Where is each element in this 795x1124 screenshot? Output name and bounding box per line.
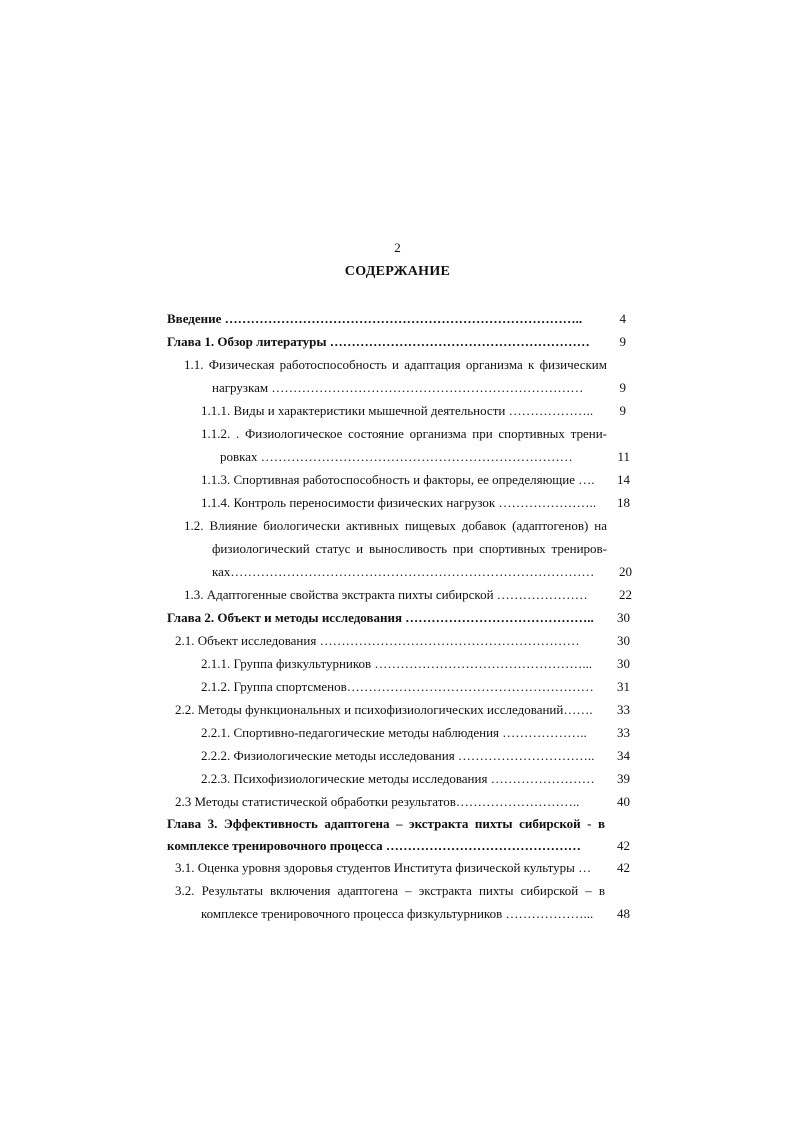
toc-entry-text: 1.3. Адаптогенные свойства экстракта пихты сибирской ………………… <box>184 587 588 602</box>
toc-entry-2-1-2[interactable] <box>201 679 603 695</box>
toc-entry-text: 2.1. Объект исследования …………………………………………………… <box>175 633 580 648</box>
toc-entry-1-3[interactable] <box>184 587 604 603</box>
toc-entry-text: 3.1. Оценка уровня здоровья студентов Института физической культуры … <box>175 860 592 875</box>
toc-entry-1-2-cont2[interactable] <box>212 564 607 580</box>
toc-entry-1-1-1[interactable] <box>201 403 601 419</box>
toc-entry-text: 1.1.3. Спортивная работоспособность и факторы, ее определяющие …. <box>201 472 595 487</box>
toc-entry-3-1[interactable] <box>175 860 605 876</box>
toc-title: СОДЕРЖАНИЕ <box>344 264 451 279</box>
toc-entry-2-2[interactable] <box>175 702 605 718</box>
toc-entry-page: 20 <box>619 564 632 579</box>
toc-entry-text: Глава 1. Обзор литературы …………………………………………………… <box>167 334 590 349</box>
toc-entry-chapter-2[interactable] <box>167 610 607 626</box>
toc-entry-text: нагрузкам ……………………………………………………………… <box>212 380 584 395</box>
toc-entry-2-2-3[interactable] <box>201 771 603 787</box>
toc-entry-1-1-4[interactable] <box>201 495 603 511</box>
toc-entry-text: 2.2.3. Психофизиологические методы исследования …………………… <box>201 771 595 786</box>
toc-entry-page: 9 <box>619 403 626 418</box>
toc-entry-chapter-3[interactable]: Глава 3. Эффективность адаптогена – экстракта пихты сибирской - в <box>167 816 605 831</box>
toc-entry-1-1-cont[interactable] <box>212 380 602 396</box>
toc-entry-page: 30 <box>617 633 630 648</box>
toc-entry-2-3[interactable] <box>175 794 605 810</box>
toc-entry-text: Введение ……………………………………………………………………….. <box>167 311 583 326</box>
toc-entry-text: 2.1.2. Группа спортсменов………………………………………………… <box>201 679 594 694</box>
toc-entry-2-1-1[interactable] <box>201 656 603 672</box>
toc-entry-page: 34 <box>617 748 630 763</box>
toc-entry-text: 2.2.1. Спортивно-педагогические методы наблюдения ……………….. <box>201 725 587 740</box>
toc-entry-1-1[interactable]: 1.1. Физическая работоспособность и адаптация организма к физическим <box>184 357 607 372</box>
page-number: 2 <box>394 240 401 255</box>
toc-entry-page: 30 <box>617 610 630 625</box>
toc-entry-3-2-cont[interactable] <box>201 906 603 922</box>
toc-entry-1-2-cont[interactable]: физиологический статус и выносливость при спортивных трениров- <box>212 541 607 556</box>
toc-entry-text: комплексе тренировочного процесса физкультурников ………………... <box>201 906 594 921</box>
toc-entry-2-2-2[interactable] <box>201 748 603 764</box>
toc-entry-page: 48 <box>617 906 630 921</box>
toc-entry-text: 2.3 Методы статистической обработки результатов……………………….. <box>175 794 580 809</box>
toc-entry-chapter-1[interactable] <box>167 334 607 350</box>
toc-entry-1-1-3[interactable] <box>201 472 603 488</box>
toc-entry-page: 33 <box>617 702 630 717</box>
toc-entry-page: 9 <box>619 334 626 349</box>
toc-entry-1-2[interactable]: 1.2. Влияние биологически активных пищевых добавок (адаптогенов) на <box>184 518 607 533</box>
toc-entry-text: комплексе тренировочного процесса ……………………………………… <box>167 838 581 853</box>
toc-entry-page: 14 <box>617 472 630 487</box>
toc-entry-text: 1.1.1. Виды и характеристики мышечной деятельности ……………….. <box>201 403 594 418</box>
toc-entry-text: 1.1.4. Контроль переносимости физических нагрузок ………………….. <box>201 495 596 510</box>
toc-entry-page: 30 <box>617 656 630 671</box>
toc-entry-introduction[interactable] <box>167 311 607 327</box>
toc-entry-page: 39 <box>617 771 630 786</box>
toc-entry-1-1-2-cont[interactable] <box>220 449 600 465</box>
toc-entry-page: 42 <box>617 860 630 875</box>
toc-entry-text: Глава 2. Объект и методы исследования …………………………………….. <box>167 610 594 625</box>
toc-entry-text: ках………………………………………………………………………… <box>212 564 595 579</box>
toc-entry-page: 40 <box>617 794 630 809</box>
toc-entry-text: 2.1.1. Группа физкультурников …………………………………………... <box>201 656 593 671</box>
toc-entry-page: 22 <box>619 587 632 602</box>
toc-entry-text: ровках ……………………………………………………………… <box>220 449 573 464</box>
toc-entry-text: 2.2. Методы функциональных и психофизиологических исследований……. <box>175 702 593 717</box>
toc-entry-page: 9 <box>619 380 626 395</box>
toc-entry-page: 18 <box>617 495 630 510</box>
toc-entry-3-2[interactable]: 3.2. Результаты включения адаптогена – экстракта пихты сибирской – в <box>175 883 605 898</box>
toc-entry-2-1[interactable] <box>175 633 605 649</box>
toc-entry-page: 33 <box>617 725 630 740</box>
toc-entry-page: 42 <box>617 838 630 853</box>
toc-entry-chapter-3-cont[interactable] <box>167 838 597 854</box>
toc-entry-page: 31 <box>617 679 630 694</box>
toc-entry-2-2-1[interactable] <box>201 725 603 741</box>
toc-entry-page: 11 <box>617 449 630 464</box>
toc-entry-1-1-2[interactable]: 1.1.2. . Физиологическое состояние организма при спортивных трени- <box>201 426 607 441</box>
toc-entry-page: 4 <box>619 311 626 326</box>
toc-entry-text: 2.2.2. Физиологические методы исследования ………………………….. <box>201 748 595 763</box>
